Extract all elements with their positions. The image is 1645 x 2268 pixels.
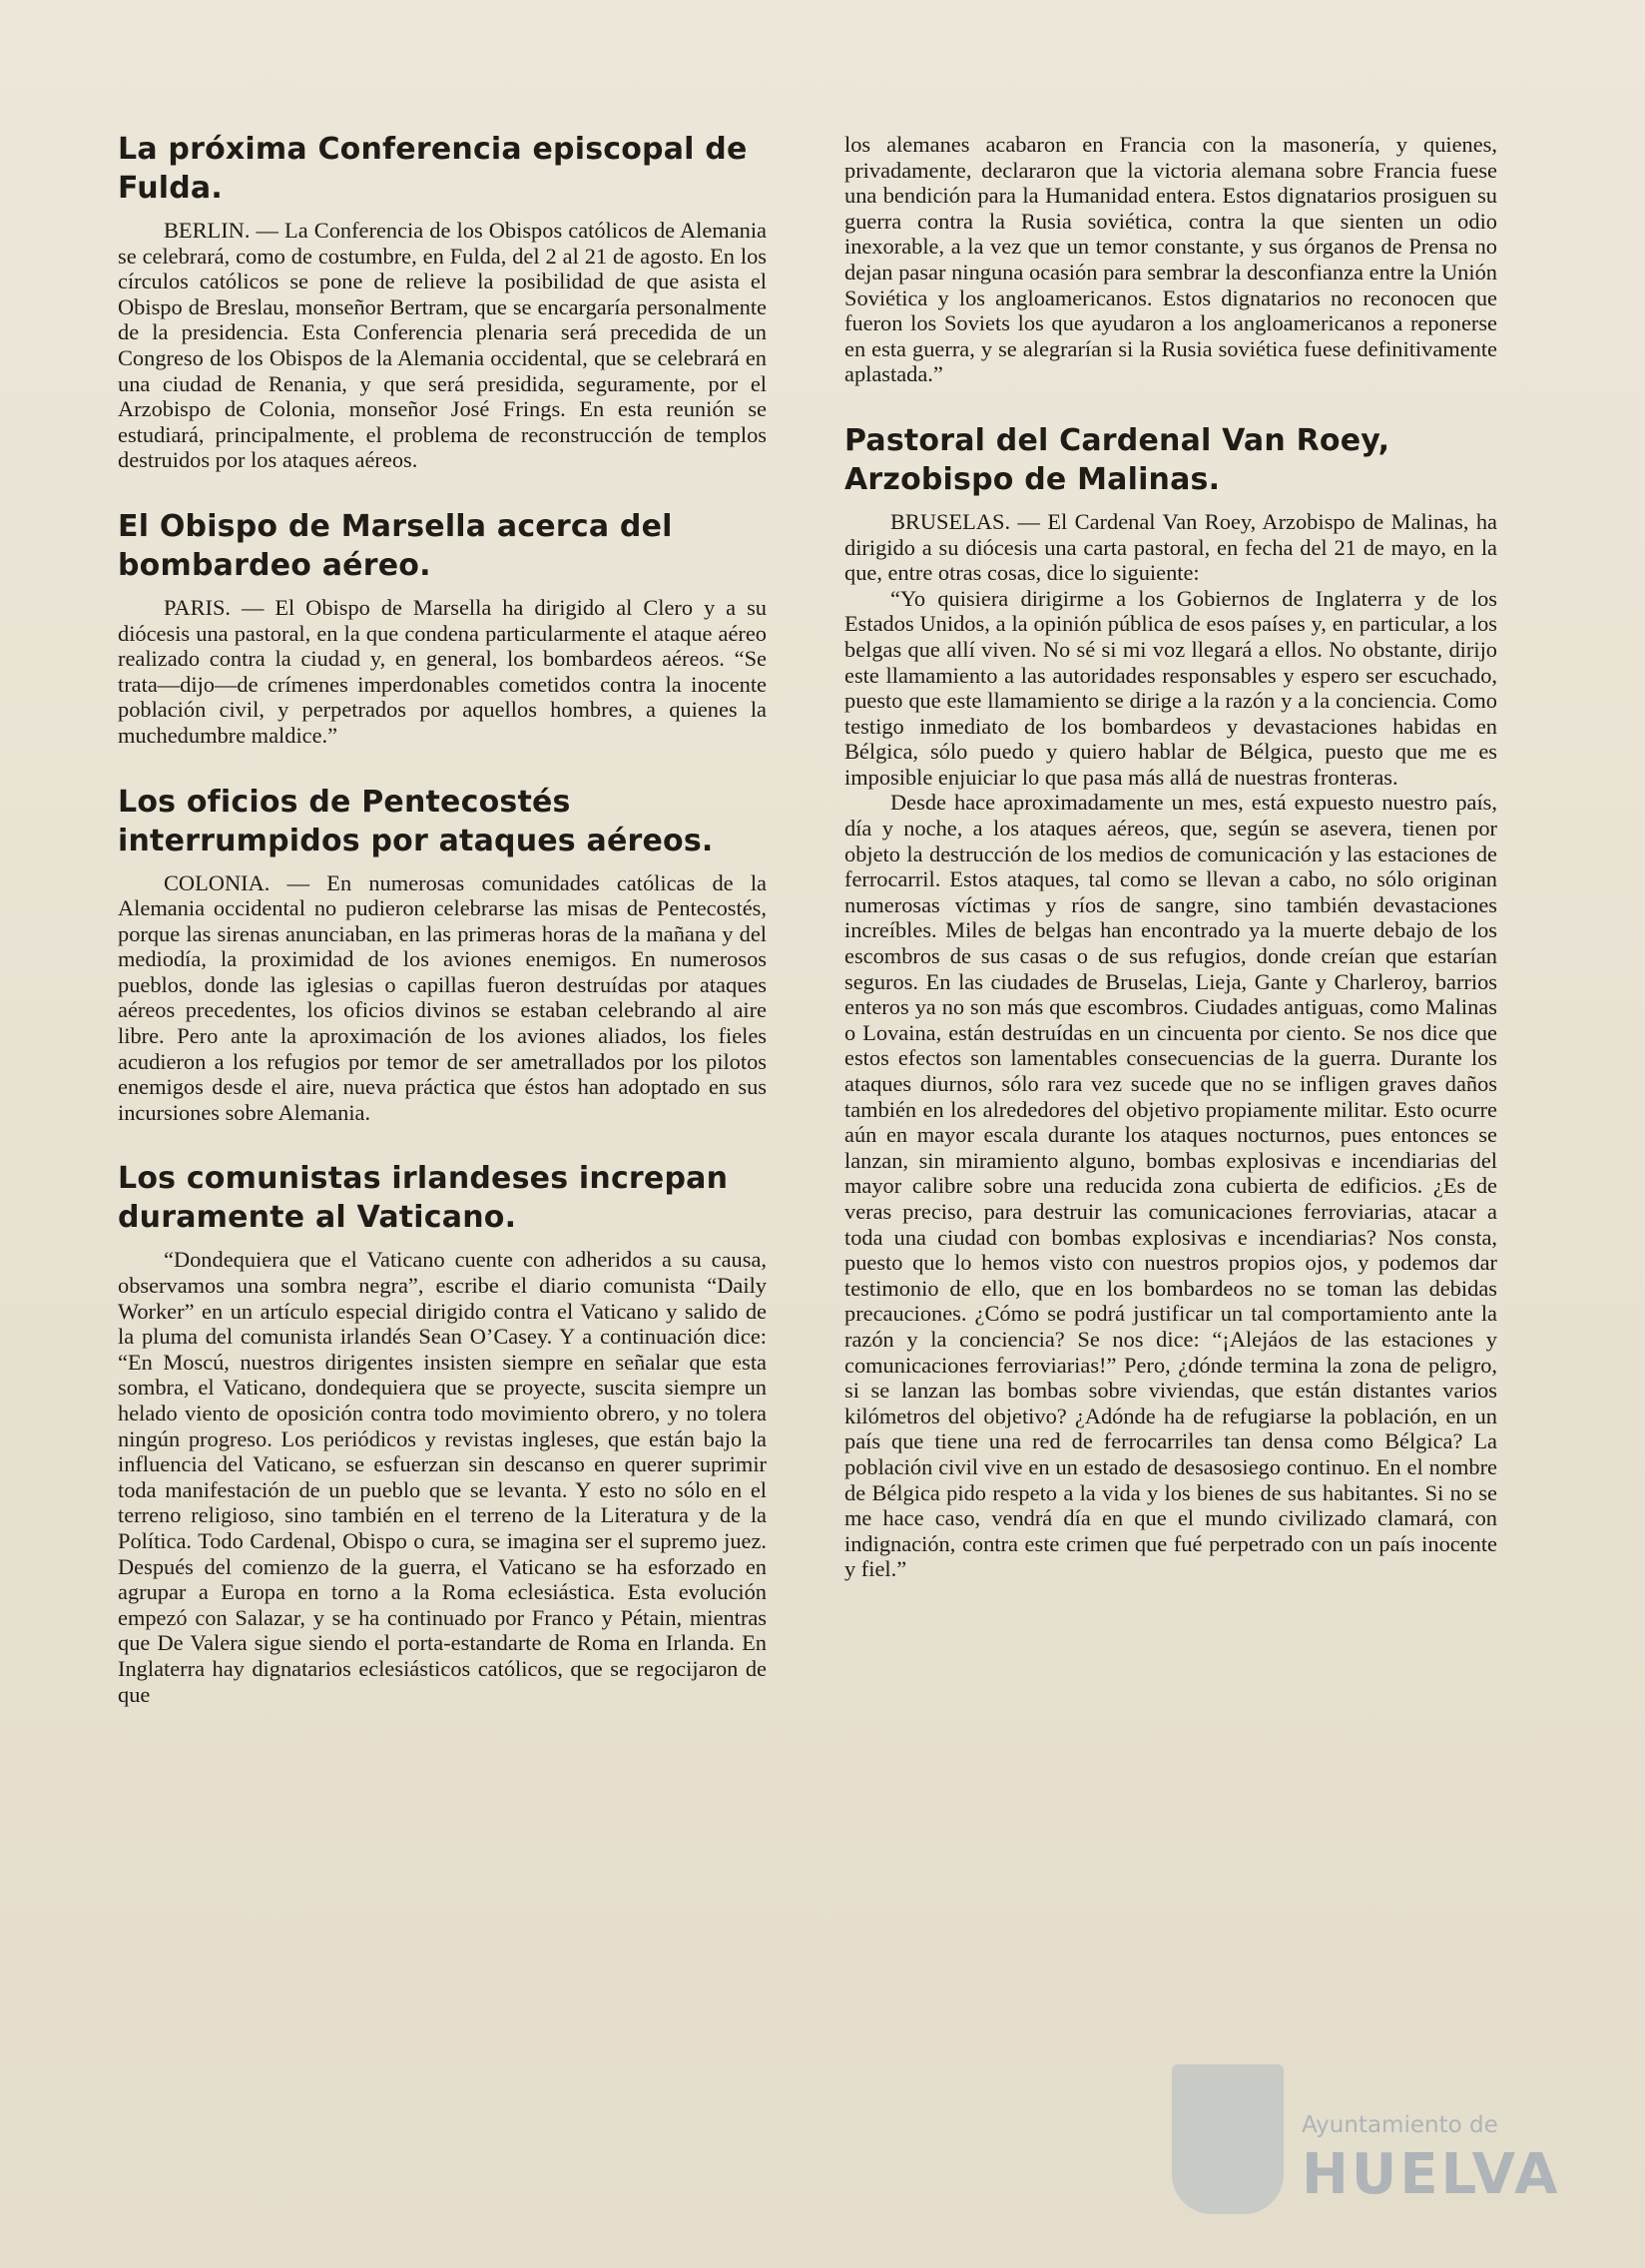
article-van-roey <box>844 421 1497 1582</box>
coat-of-arms-icon <box>1172 2064 1284 2214</box>
article-paragraph: BRUSELAS. — El Cardenal Van Roey, Arzobispo de Malinas, ha dirigido a su diócesis una carta pastoral, en fecha del 21 de mayo, en la que, entre otras cosas, dice lo siguiente: <box>844 508 1497 586</box>
right-column <box>844 132 1497 1616</box>
archive-watermark <box>1172 2064 1561 2234</box>
article-marsella <box>118 507 767 749</box>
article-comunistas-continuation <box>844 132 1497 387</box>
article-fulda <box>118 130 767 473</box>
watermark-line1: Ayuntamiento de <box>1302 2112 1498 2138</box>
headline: El Obispo de Marsella acerca del bombardeo aéreo. <box>118 508 673 583</box>
watermark-line2: HUELVA <box>1302 2142 1561 2207</box>
headline: Pastoral del Cardenal Van Roey, Arzobispo de Malinas. <box>844 422 1390 497</box>
article-paragraph: Desde hace aproximadamente un mes, está expuesto nuestro país, día y noche, a los ataques aéreos, que, según se asevera, tienen por objeto la destrucción de los medios de comunicación y las estaciones de ferrocarril. Estos ataques, tal como se llevan a cabo, no sólo originan numerosas víctimas y ríos de sangre, sino también devastaciones increíbles. Miles de belgas han encontrado ya la muerte debajo de los escombros de sus casas o de sus refugios, donde creían que estarían seguros. En las ciudades de Bruselas, Lieja, Gante y Charleroy, barrios enteros ya no son más que escombros. Ciudades antiguas, como Malinas o Lovaina, están destruídas en un cincuenta por ciento. Se nos dice que estos efectos son lamentables consecuencias de la guerra. Durante los ataques diurnos, sólo rara vez sucede que no se infligen graves daños también en los alrededores del objetivo propiamente militar. Esto ocurre aún en mayor escala durante los ataques nocturnos, pues entonces se lanzan, sin miramiento alguno, bombas explosivas e incendiarias del mayor calibre sobre una reducida zona cubierta de edificios. ¿Es de veras preciso, para destruir las comunicaciones ferroviarias, atacar a toda una ciudad con bombas explosivas e incendiarias? Nos consta, puesto que lo hemos visto con nuestros propios ojos, y podemos dar testimonio de ello, que en los bombardeos no se toman las debidas precauciones. ¿Cómo se podrá justificar un tal comportamiento ante la razón y la conciencia? Se nos dice: “¡Alejáos de las estaciones y comunicaciones ferroviarias!” Pero, ¿dónde termina la zona de peligro, si se lanzan las bombas sobre viviendas, que están distantes varios kilómetros del objetivo? ¿Adónde ha de refugiarse la población, en un país que tiene una red de ferrocarriles tan densa como Bélgica? La población civil vive en un estado de desasosiego continuo. En el nombre de Bélgica pido respeto a la vida y los bienes de sus habitantes. Si no se me hace caso, vendrá día en que el mundo civilizado clamará, con indignación, contra este crimen que fué perpetrado con un país inocente y fiel.” <box>844 790 1497 1582</box>
article-pentecostes <box>118 783 767 1126</box>
headline: Los oficios de Pentecostés interrumpidos por ataques aéreos. <box>118 784 714 858</box>
article-paragraph: PARIS. — El Obispo de Marsella ha dirigido al Clero y a su diócesis una pastoral, en la que condena particularmente el ataque aéreo realizado contra la ciudad y, en general, los bombardeos aéreos. “Se trata—dijo—de crímenes imperdonables cometidos contra la inocente población civil, y perpetrados por aquellos hombres, a quienes la muchedumbre maldice.” <box>118 594 767 748</box>
article-comunistas <box>118 1159 767 1707</box>
article-paragraph: BERLIN. — La Conferencia de los Obispos católicos de Alemania se celebrará, como de costumbre, en Fulda, del 2 al 21 de agosto. En los círculos católicos se pone de relieve la posibilidad de que asista el Obispo de Breslau, monseñor Bertram, que se encargaría personalmente de la presidencia. Esta Conferencia plenaria será precedida de un Congreso de los Obispos de la Alemania occidental, que se celebrará en una ciudad de Renania, y que será presidida, seguramente, por el Arzobispo de Colonia, monseñor José Frings. En esta reunión se estudiará, principalmente, el problema de reconstrucción de templos destruidos por los ataques aéreos. <box>118 218 767 473</box>
article-paragraph: “Yo quisiera dirigirme a los Gobiernos de Inglaterra y de los Estados Unidos, a la opinión pública de esos países y, en particular, a los belgas que allí viven. No sé si mi voz llegará a ellos. No obstante, dirijo este llamamiento a las autoridades responsables y espero ser escuchado, puesto que este llamamiento se dirige a la razón y a la conciencia. Como testigo inmediato de los bombardeos y devastaciones habidas en Bélgica, sólo puedo y quiero hablar de Bélgica, puesto que me es imposible enjuiciar lo que pasa más allá de nuestras fronteras. <box>844 585 1497 790</box>
article-paragraph: los alemanes acabaron en Francia con la masonería, y quienes, privadamente, declararon que la victoria alemana sobre Francia fuese una bendición para la Humanidad entera. Estos dignatarios prosiguen su guerra contra la Rusia soviética, contra la que sienten un odio inexorable, a la vez que un temor constante, y sus órganos de Prensa no dejan pasar ninguna ocasión para sembrar la desconfianza entre la Unión Soviética y los angloamericanos. Estos dignatarios no reconocen que fueron los Soviets los que ayudaron a los angloamericanos a reponerse en esta guerra, y se alegrarían si la Rusia soviética fuese definitivamente aplastada.” <box>844 132 1497 387</box>
article-paragraph: “Dondequiera que el Vaticano cuente con adheridos a su causa, observamos una sombra negra”, escribe el diario comunista “Daily Worker” en un artículo especial dirigido contra el Vaticano y salido de la pluma del comunista irlandés Sean O’Casey. Y a continuación dice: “En Moscú, nuestros dirigentes insisten siempre en señalar que esta sombra, el Vaticano, dondequiera que se proyecte, suscita siempre un helado viento de oposición contra todo movimiento obrero, y no tolera ningún progreso. Los periódicos y revistas ingleses, que están bajo la influencia del Vaticano, se esfuerzan sin descanso en querer suprimir toda manifestación de un pueblo que se levanta. Y esto no sólo en el terreno religioso, sino también en el terreno de la Literatura y de la Política. Todo Cardenal, Obispo o cura, se imagina ser el supremo juez. Después del comienzo de la guerra, el Vaticano se ha esforzado en agrupar a Europa en torno a la Roma eclesiástica. Esta evolución empezó con Salazar, y se ha continuado por Franco y Pétain, mientras que De Valera sigue siendo el porta-estandarte de Roma en Irlanda. En Inglaterra hay dignatarios eclesiásticos católicos, que se regocijaron de que <box>118 1247 767 1707</box>
left-column <box>118 130 767 1741</box>
headline: Los comunistas irlandeses increpan duramente al Vaticano. <box>118 1161 729 1236</box>
headline: La próxima Conferencia episcopal de Fulda. <box>118 132 748 206</box>
article-paragraph: COLONIA. — En numerosas comunidades católicas de la Alemania occidental no pudieron celebrarse las misas de Pentecostés, porque las sirenas anunciaban, en las primeras horas de la mañana y del mediodía, la proximidad de los aviones enemigos. En numerosos pueblos, donde las iglesias o capillas fueron destruídas por ataques aéreos precedentes, los oficios divinos se estaban celebrando al aire libre. Pero ante la aproximación de los aviones aliados, los fieles acudieron a los refugios por temor de ser ametrallados por los pilotos enemigos desde el aire, nueva práctica que éstos han adoptado en sus incursiones sobre Alemania. <box>118 869 767 1125</box>
